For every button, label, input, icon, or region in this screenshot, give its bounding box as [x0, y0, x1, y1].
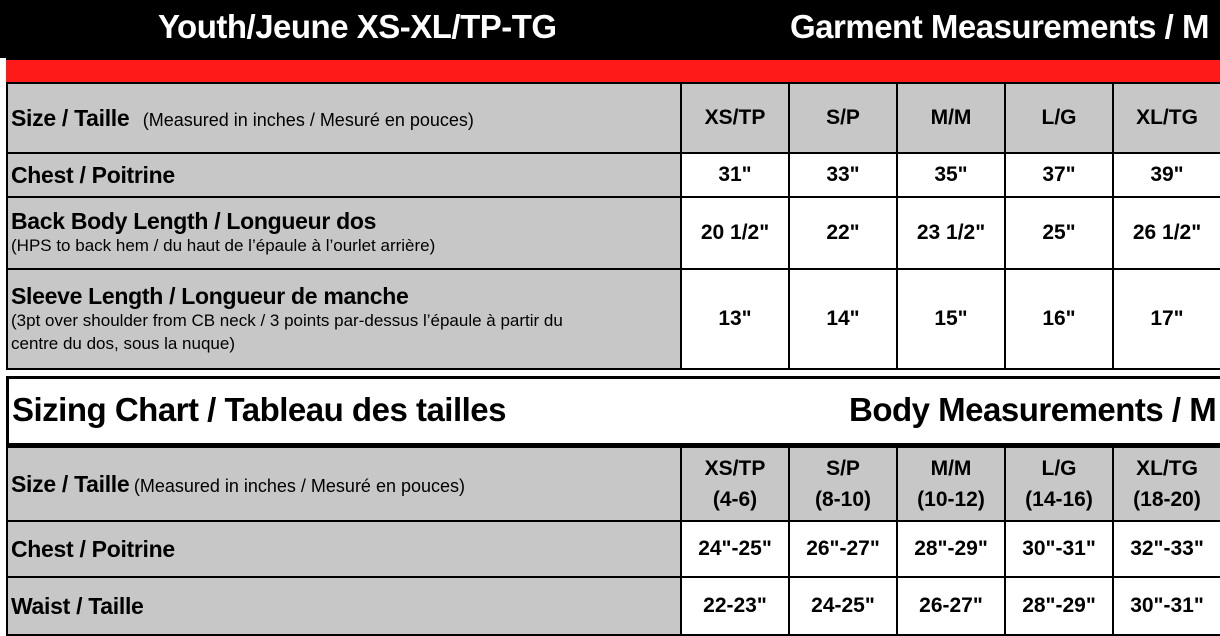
garment-measurements-title: Garment Measurements / M — [790, 8, 1209, 45]
size-range: (4-6) — [712, 488, 758, 511]
table-row — [7, 521, 1220, 577]
size-header — [681, 447, 789, 521]
value-cell: 20 1/2" — [681, 197, 789, 269]
size-header: S/P — [789, 83, 897, 153]
page-title: Youth/Jeune XS-XL/TP-TG — [158, 8, 557, 45]
table-row — [7, 269, 1220, 369]
size-name: S/P — [826, 456, 860, 480]
value-cell: 28"-29" — [897, 521, 1005, 577]
size-label: Size / Taille — [11, 104, 130, 131]
value-cell: 32"-33" — [1113, 521, 1220, 577]
value-cell: 25" — [1005, 197, 1113, 269]
value-cell: 23 1/2" — [897, 197, 1005, 269]
size-header — [1113, 447, 1220, 521]
row-label: Chest / Poitrine — [11, 161, 175, 188]
value-cell: 30"-31" — [1005, 521, 1113, 577]
row-note: centre du dos, sous la nuque) — [11, 333, 235, 353]
value-cell: 35" — [897, 153, 1005, 197]
value-cell: 15" — [897, 269, 1005, 369]
red-divider — [6, 58, 1220, 82]
value-cell: 22" — [789, 197, 897, 269]
header-band — [0, 0, 1220, 58]
row-label: Chest / Poitrine — [11, 535, 175, 562]
size-header: L/G — [1005, 83, 1113, 153]
body-size-row — [7, 447, 1220, 521]
size-name: XS/TP — [704, 456, 766, 480]
row-label-cell — [7, 269, 681, 369]
row-label: Waist / Taille — [11, 592, 144, 619]
size-header — [897, 447, 1005, 521]
value-cell: 28"-29" — [1005, 577, 1113, 635]
garment-measurements-table — [6, 82, 1220, 370]
table-row — [7, 577, 1220, 635]
value-cell: 39" — [1113, 153, 1220, 197]
row-label: Back Body Length / Longueur dos — [11, 208, 377, 235]
value-cell: 24-25" — [789, 577, 897, 635]
garment-size-row — [7, 83, 1220, 153]
value-cell: 33" — [789, 153, 897, 197]
size-label-cell — [7, 83, 681, 153]
row-label-cell — [7, 197, 681, 269]
value-cell: 13" — [681, 269, 789, 369]
size-range: (8-10) — [814, 488, 872, 511]
size-header — [1005, 447, 1113, 521]
row-label-cell — [7, 577, 681, 635]
size-name: L/G — [1041, 456, 1077, 480]
value-cell: 14" — [789, 269, 897, 369]
value-cell: 26 1/2" — [1113, 197, 1220, 269]
table-row — [7, 197, 1220, 269]
size-header — [789, 447, 897, 521]
value-cell: 26"-27" — [789, 521, 897, 577]
row-note: (3pt over shoulder from CB neck / 3 points par-dessus l’épaule à partir du — [11, 310, 563, 330]
row-label: Sleeve Length / Longueur de manche — [11, 282, 409, 309]
sizing-chart-title: Sizing Chart / Tableau des tailles — [12, 391, 507, 428]
size-name: XL/TG — [1136, 456, 1198, 480]
value-cell: 24"-25" — [681, 521, 789, 577]
value-cell: 30"-31" — [1113, 577, 1220, 635]
value-cell: 31" — [681, 153, 789, 197]
size-note: (Measured in inches / Mesuré en pouces) — [133, 475, 466, 496]
table-row — [7, 153, 1220, 197]
size-name: M/M — [930, 456, 972, 480]
value-cell: 22-23" — [681, 577, 789, 635]
size-header: M/M — [897, 83, 1005, 153]
value-cell: 26-27" — [897, 577, 1005, 635]
value-cell: 37" — [1005, 153, 1113, 197]
value-cell: 17" — [1113, 269, 1220, 369]
size-label: Size / Taille — [11, 470, 130, 497]
size-note: (Measured in inches / Mesuré en pouces) — [142, 109, 474, 130]
size-range: (18-20) — [1133, 488, 1201, 511]
size-header: XL/TG — [1113, 83, 1220, 153]
size-label-cell — [7, 447, 681, 521]
size-range: (10-12) — [917, 488, 985, 511]
size-header: XS/TP — [681, 83, 789, 153]
body-measurements-title: Body Measurements / M — [849, 391, 1217, 428]
row-label-cell — [7, 521, 681, 577]
body-measurements-table — [6, 446, 1220, 636]
size-range: (14-16) — [1025, 488, 1093, 511]
sizing-chart-header — [6, 376, 1220, 446]
value-cell: 16" — [1005, 269, 1113, 369]
row-note: (HPS to back hem / du haut de l’épaule à l’ourlet arrière) — [11, 236, 436, 256]
row-label-cell — [7, 153, 681, 197]
